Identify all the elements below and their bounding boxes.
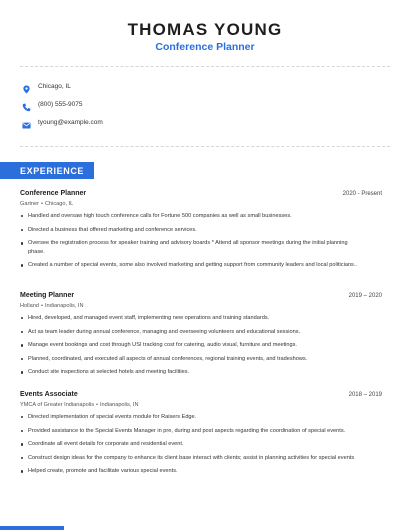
job-employer-line: Gartner • Chicago, IL: [20, 201, 74, 207]
job-bullet: Created a number of special events, some also involved marketing and getting support from community leaders and local politicians..: [20, 261, 365, 270]
job-bullet: Conduct site inspections at selected hotels and meeting facilities.: [20, 368, 365, 377]
contact-location: [22, 82, 71, 96]
job-bullet: Provided assistance to the Special Events Manager in pre, during and post aspects regarding the coordination of special events.: [20, 427, 365, 436]
job-bullet: Directed implementation of special events module for Raisers Edge.: [20, 413, 365, 422]
job-company: Holland: [20, 303, 39, 309]
contact-email: [22, 118, 103, 132]
experience-heading: [0, 162, 94, 179]
job-employer-line: YMCA of Greater Indianapolis • Indianapolis, IN: [20, 402, 139, 408]
job-bullets: [20, 314, 365, 382]
contact-divider: [20, 146, 390, 147]
job-location: Indianapolis, IN: [99, 402, 139, 408]
job-company: Gartner: [20, 201, 39, 207]
job-bullet: Hired, developed, and managed event staff, implementing new operations and training standards.: [20, 314, 365, 323]
job-role: Conference Planner: [20, 190, 87, 197]
job-bullet: Planned, coordinated, and executed all aspects of annual conferences, regional training events, and tradeshows.: [20, 355, 365, 364]
job-bullets: [20, 212, 365, 275]
job-role: Events Associate: [20, 391, 78, 398]
location-pin-icon: [22, 85, 31, 94]
job-bullet: Helped create, promote and facilitate various special events.: [20, 467, 365, 476]
contact-location-text: Chicago, IL: [38, 83, 71, 90]
phone-icon: [22, 103, 31, 112]
experience-heading-text: EXPERIENCE: [20, 165, 85, 176]
job-bullet: Construct design ideas for the company to enhance its client base interact with clients; assist in planning activities for special events: [20, 454, 365, 463]
contact-phone-text: (800) 555-9075: [38, 101, 83, 108]
job-dates: 2018 – 2019: [348, 392, 382, 398]
job-role: Meeting Planner: [20, 292, 75, 299]
job-bullet: Manage event bookings and cost through USI tracking cost for catering, audio visual, furniture and meetings.: [20, 341, 365, 350]
job-bullet: Coordinate all event details for corporate and residential event.: [20, 440, 365, 449]
contact-email-text: tyoung@example.com: [38, 119, 103, 126]
job-bullet: Oversee the registration process for speaker training and advisory boards * Attend all sponsor meetings during the initial planning phase.: [20, 239, 365, 256]
contact-phone: [22, 100, 83, 114]
job-dates: 2019 – 2020: [348, 293, 382, 299]
job-dates: 2020 - Present: [342, 191, 382, 197]
job-bullet: Directed a business that offered marketing and conference services.: [20, 226, 365, 235]
job-title-headline: Conference Planner: [155, 41, 255, 53]
job-bullets: [20, 413, 365, 481]
email-icon: [22, 121, 31, 130]
next-section-header-bar: [0, 526, 64, 530]
candidate-name: THOMAS YOUNG: [127, 20, 283, 39]
job-location: Indianapolis, IN: [44, 303, 84, 309]
job-bullet: Handled and oversaw high touch conference calls for Fortune 500 companies as well as small businesses.: [20, 212, 365, 221]
job-bullet: Act as team leader during annual conference, managing and overseeing volunteers and educational sessions.: [20, 328, 365, 337]
header-divider: [20, 66, 390, 67]
job-location: Chicago, IL: [44, 201, 74, 207]
job-employer-line: Holland • Indianapolis, IN: [20, 303, 84, 309]
job-company: YMCA of Greater Indianapolis: [20, 402, 94, 408]
